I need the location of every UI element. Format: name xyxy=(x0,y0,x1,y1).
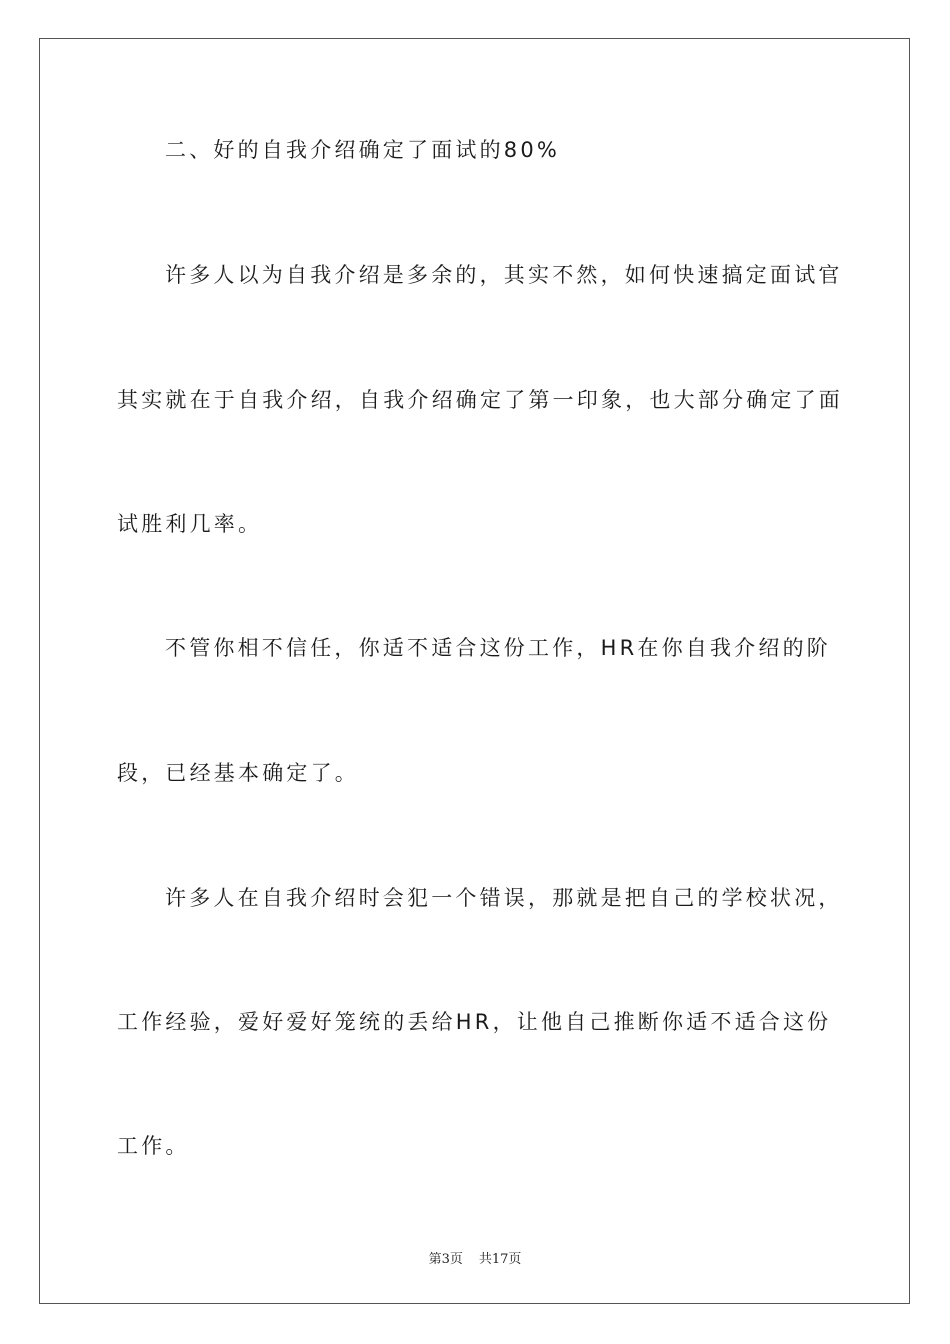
paragraph-line: 工作。 xyxy=(117,1134,190,1158)
paragraph-line: 工作经验，爱好爱好笼统的丢给HR，让他自己推断你适不适合这份 xyxy=(117,1010,832,1034)
paragraph-line: 其实就在于自我介绍，自我介绍确定了第一印象，也大部分确定了面 xyxy=(117,388,843,412)
page-border xyxy=(39,38,910,1304)
page-total: 共17页 xyxy=(478,1252,522,1267)
section-heading: 二、好的自我介绍确定了面试的80% xyxy=(165,138,561,162)
paragraph-line: 许多人以为自我介绍是多余的，其实不然，如何快速搞定面试官 xyxy=(165,263,843,287)
paragraph-line: 试胜利几率。 xyxy=(117,512,263,536)
paragraph-line: 许多人在自我介绍时会犯一个错误，那就是把自己的学校状况， xyxy=(165,886,843,910)
paragraph-line: 段，已经基本确定了。 xyxy=(117,761,359,785)
page-footer xyxy=(0,1248,950,1267)
paragraph-line: 不管你相不信任，你适不适合这份工作，HR在你自我介绍的阶 xyxy=(165,636,831,660)
page-number: 第3页 xyxy=(428,1252,463,1267)
